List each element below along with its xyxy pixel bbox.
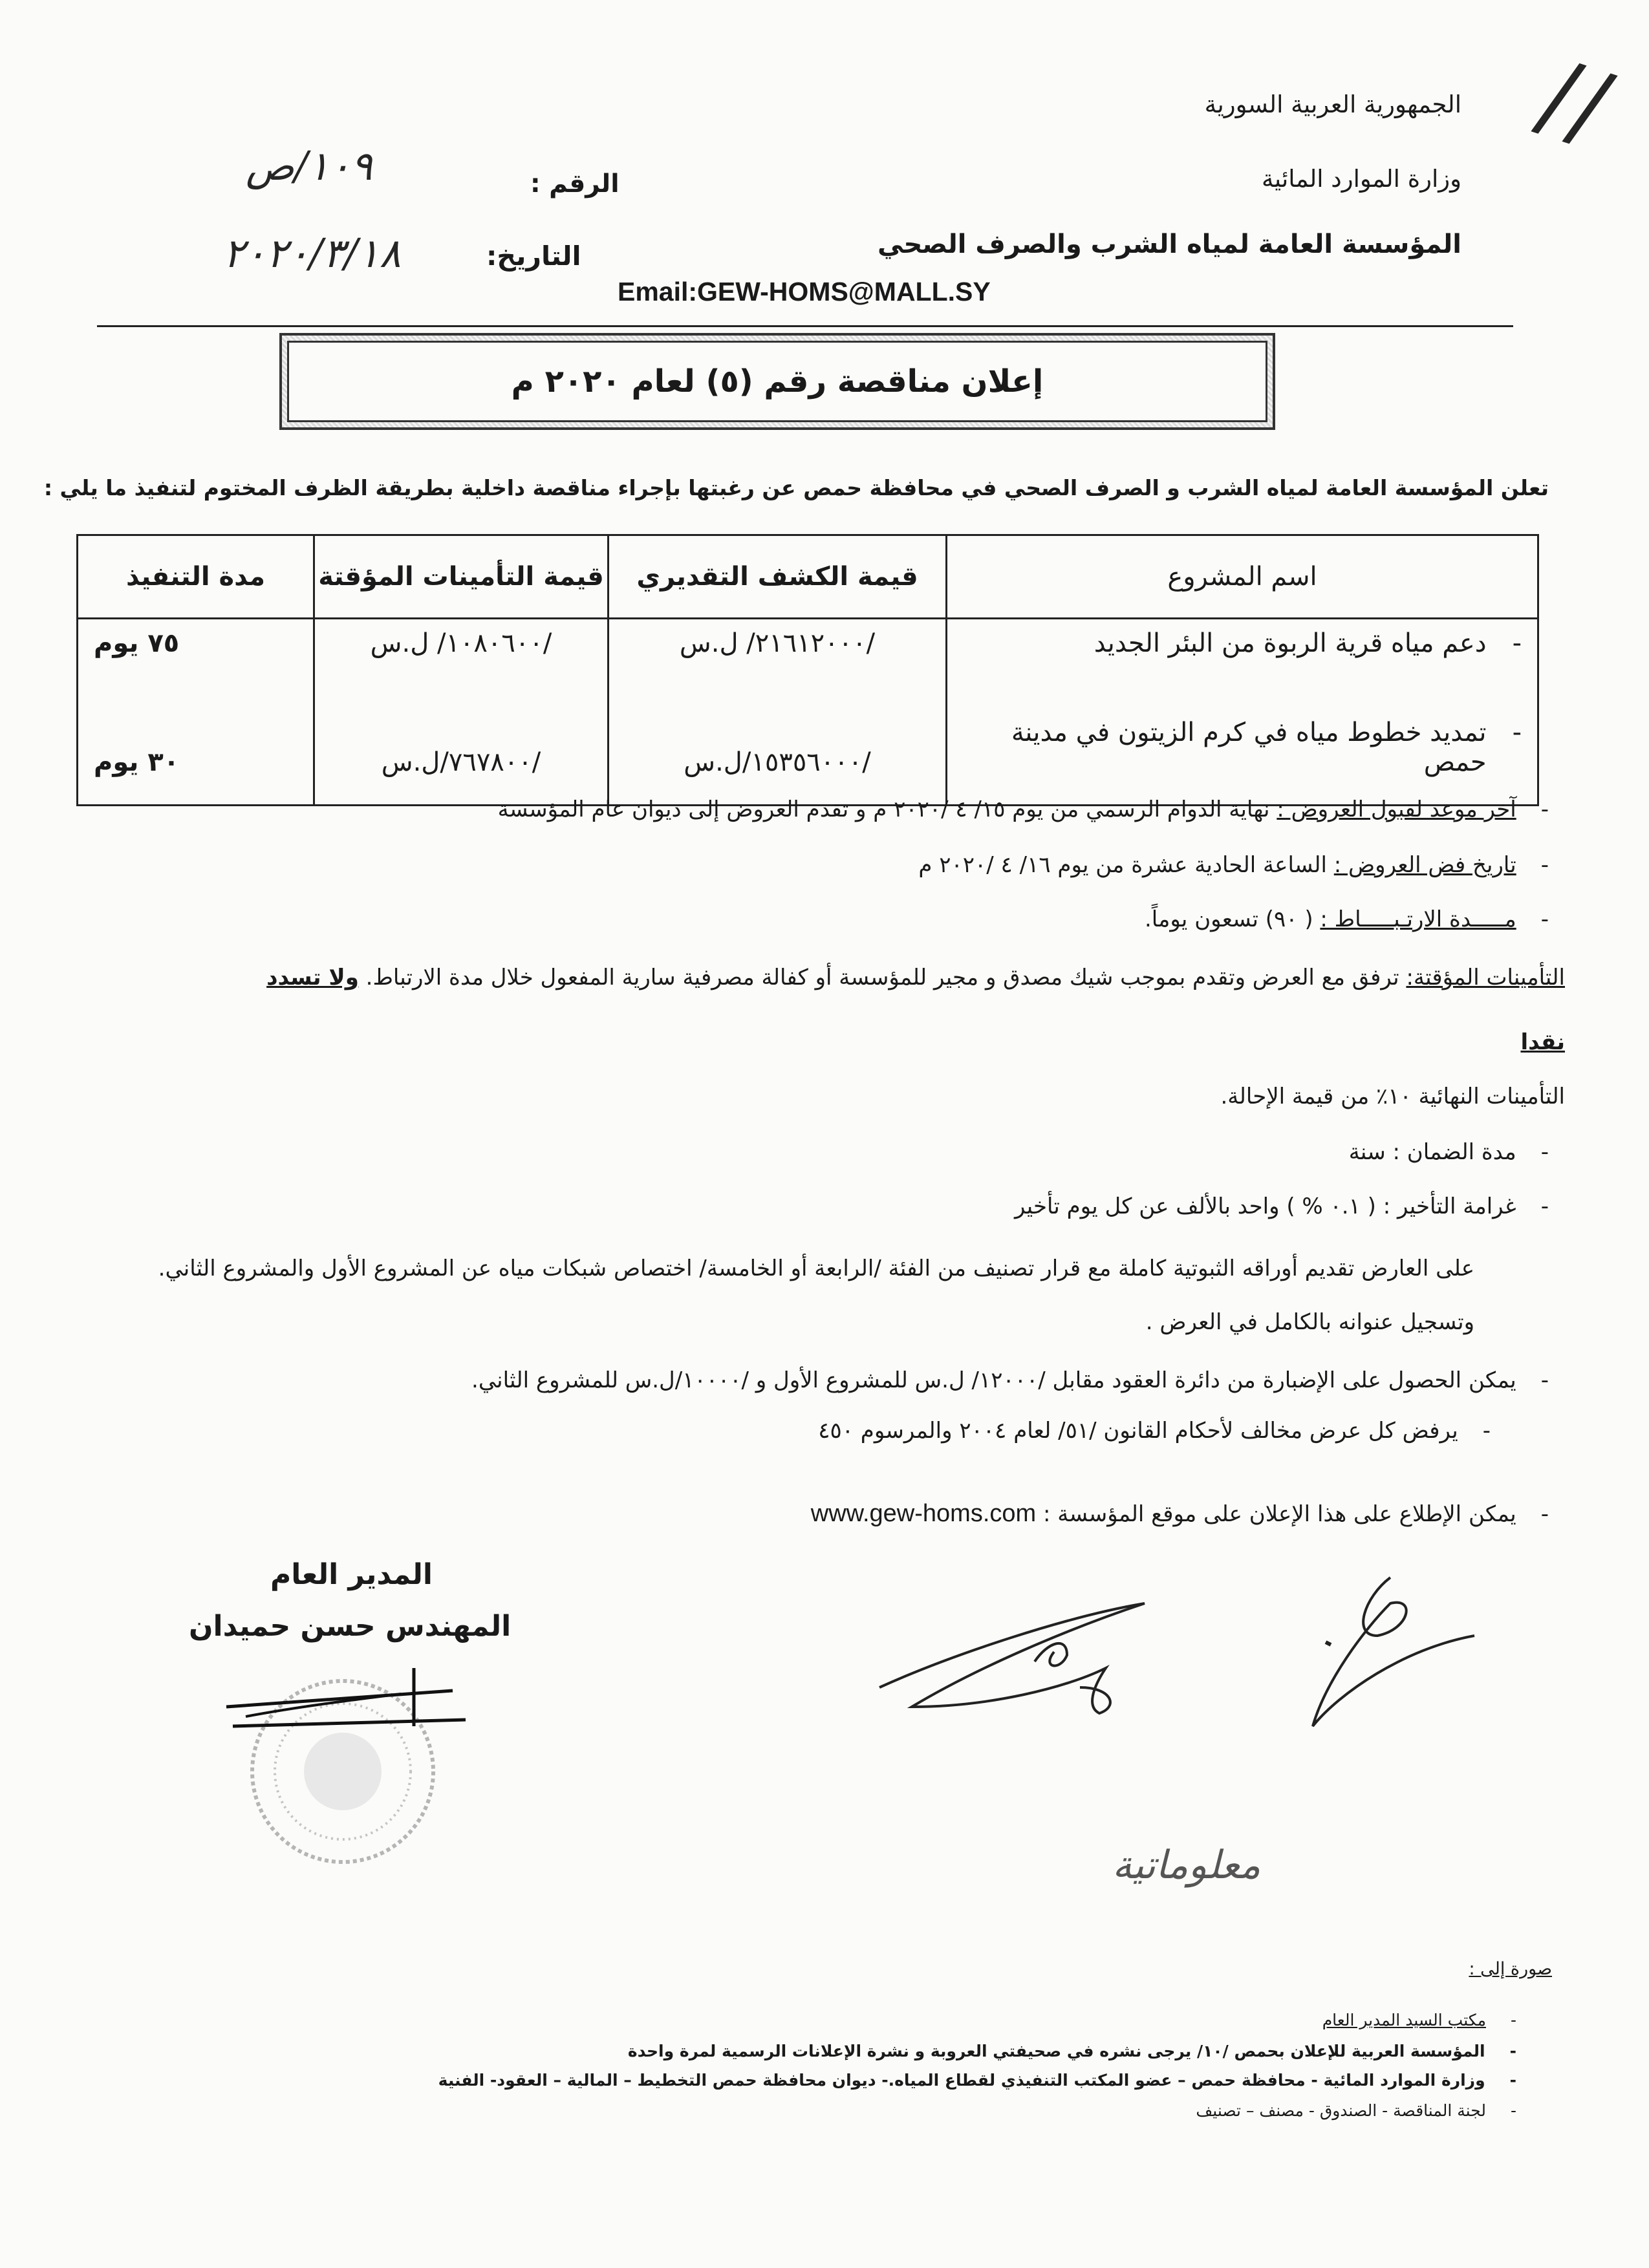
copy-item-4: لجنة المناقصة - الصندوق - مصنف – تصنيف: [1196, 2101, 1486, 2120]
list-item: -لجنة المناقصة - الصندوق - مصنف – تصنيف: [1196, 2101, 1516, 2120]
bidder-docs-line-2: وتسجيل عنوانه بالكامل في العرض .: [1145, 1309, 1474, 1335]
warranty-text: مدة الضمان : سنة: [1348, 1139, 1516, 1165]
estimate-2: /١٥٣٥٦٠٠٠/ل.س: [684, 747, 871, 777]
delay-fine-line: -غرامة التأخير : ( ٠.١ % ) واحد بالألف عن كل يوم تأخير: [1014, 1193, 1549, 1219]
projects-table: [76, 534, 1539, 806]
copy-item-2: المؤسسة العربية للإعلان بحمص /١٠/ يرجى نشره في صحيفتي العروبة و نشرة الإعلانات الرسمية لمرة واحدة: [627, 2042, 1485, 2060]
project-name-2: تمديد خطوط مياه في كرم الزيتون في مدينة حمص: [1011, 718, 1487, 777]
handwritten-date: ٢٠٢٠/٣/١٨: [223, 230, 401, 277]
deadline-line: -آخر موعد لقبول العروض : نهاية الدوام الرسمي من يوم ١٥/ ٤ /٢٠٢٠ م و تقدم العروض إلى ديوان عام المؤسسة: [497, 797, 1549, 822]
project-cell: [947, 619, 1538, 806]
country-name: الجمهورية العربية السورية: [1204, 91, 1461, 118]
email-address: Email:GEW-HOMS@MALL.SY: [618, 277, 991, 306]
header-project-name: اسم المشروع: [947, 535, 1538, 619]
list-item: -وزارة الموارد المائية - محافظة حمص – عضو المكتب التنفيذي لقطاع المياه.- ديوان محافظة حمص التخطيط – المالية – العقود- الفنية: [438, 2071, 1516, 2090]
law-text: يرفض كل عرض مخالف لأحكام القانون /٥١/ لعام ٢٠٠٤ والمرسوم ٤٥٠: [818, 1418, 1458, 1444]
estimate-cell: [609, 619, 947, 806]
ministry-name: وزارة الموارد المائية: [1262, 165, 1461, 193]
header-estimate: قيمة الكشف التقديري: [609, 535, 947, 619]
list-item: -المؤسسة العربية للإعلان بحمص /١٠/ يرجى نشره في صحيفتي العروبة و نشرة الإعلانات الرسمية لمرة واحدة: [627, 2042, 1516, 2060]
handwritten-number: ١٠٩/ص: [246, 142, 372, 189]
signatory-name: المهندس حسن حميدان: [189, 1610, 512, 1643]
copy-item-1: مكتب السيد المدير العام: [1322, 2011, 1486, 2029]
list-item: - تمديد خطوط مياه في كرم الزيتون في مدينة حمص: [963, 718, 1522, 777]
list-item: - دعم مياه قرية الربوة من البئر الجديد: [1094, 628, 1522, 658]
estimate-1: /٢١٦١٢٠٠٠/ ل.س: [679, 628, 876, 658]
announcement-title: إعلان مناقصة رقم (٥) لعام ٢٠٢٠ م: [287, 341, 1267, 422]
binding-text: ( ٩٠) تسعون يوماً.: [1144, 906, 1313, 932]
copies-title: صورة إلى :: [1469, 1959, 1552, 1979]
binding-line: -مـــــدة الارتـبـــــاط : ( ٩٠) تسعون يوماً.: [1144, 906, 1549, 932]
deposit-1: /١٠٨٠٦٠٠/ ل.س: [370, 628, 552, 658]
temp-deposit-text: ترفق مع العرض وتقدم بموجب شيك مصدق و مجير للمؤسسة أو كفالة مصرفية سارية المفعول خلال مدة الارتباط.: [365, 965, 1399, 990]
handwritten-signatures: [873, 1558, 1552, 1784]
intro-paragraph: تعلن المؤسسة العامة لمياه الشرب و الصرف الصحي في محافظة حمص عن رغبتها بإجراء مناقصة داخلية بطريقة الظرف المختوم لتنفيذ ما يلي :: [43, 475, 1549, 500]
website-line: -يمكن الإطلاع على هذا الإعلان على موقع المؤسسة : www.gew-homs.com: [810, 1500, 1549, 1527]
binding-label: مـــــدة الارتـبـــــاط :: [1320, 906, 1516, 932]
copy-item-3: وزارة الموارد المائية - محافظة حمص – عضو المكتب التنفيذي لقطاع المياه.- ديوان محافظة حمص التخطيط – المالية – العقود- الفنية: [438, 2071, 1485, 2090]
warranty-line: -مدة الضمان : سنة: [1348, 1139, 1549, 1165]
official-stamp: [220, 1655, 491, 1875]
website-label: يمكن الإطلاع على هذا الإعلان على موقع المؤسسة :: [1042, 1501, 1516, 1527]
deposit-cell: [314, 619, 609, 806]
header-deposit: قيمة التأمينات المؤقتة: [314, 535, 609, 619]
duration-1: ٧٥ يوم: [94, 628, 180, 658]
project-name-1: دعم مياه قرية الربوة من البئر الجديد: [1094, 628, 1487, 658]
opening-text: الساعة الحادية عشرة من يوم ١٦/ ٤ /٢٠٢٠ م: [918, 852, 1327, 878]
title-box: [279, 333, 1275, 430]
list-item: -مكتب السيد المدير العام: [1322, 2011, 1516, 2029]
final-deposit: التأمينات النهائية ١٠٪ من قيمة الإحالة.: [1220, 1084, 1565, 1109]
delay-fine-text: غرامة التأخير : ( ٠.١ % ) واحد بالألف عن كل يوم تأخير: [1014, 1193, 1516, 1219]
opening-label: تاريخ فض العروض :: [1333, 852, 1516, 878]
table-header-row: [78, 535, 1538, 619]
website-link[interactable]: www.gew-homs.com: [810, 1500, 1037, 1527]
bidder-docs-line-1: على العارض تقديم أوراقه الثبوتية كاملة مع قرار تصنيف من الفئة /الرابعة أو الخامسة/ اختصاص شبكات مياه عن المشروع الأول والمشروع الثاني.: [158, 1256, 1474, 1281]
table-row: [78, 619, 1538, 806]
handwritten-corner-mark: //: [1526, 37, 1624, 166]
duration-cell: [78, 619, 314, 806]
deadline-label: آخر موعد لقبول العروض :: [1277, 797, 1516, 822]
date-label: التاريخ:: [486, 241, 581, 272]
deadline-text: نهاية الدوام الرسمي من يوم ١٥/ ٤ /٢٠٢٠ م و تقدم العروض إلى ديوان عام المؤسسة: [497, 797, 1270, 822]
deposit-2: /٧٦٧٨٠٠/ل.س: [381, 747, 541, 777]
cash-word: نقدا: [1520, 1029, 1565, 1055]
temp-deposit-label: التأمينات المؤقتة:: [1406, 965, 1565, 990]
signatory-role: المدير العام: [270, 1558, 433, 1591]
header-duration: مدة التنفيذ: [78, 535, 314, 619]
duration-2: ٣٠ يوم: [94, 747, 180, 777]
number-label: الرقم :: [530, 169, 620, 198]
header-divider: [97, 325, 1513, 327]
file-price-line: -يمكن الحصول على الإضبارة من دائرة العقود مقابل /١٢٠٠٠/ ل.س للمشروع الأول و /١٠٠٠٠/ل.س للمشروع الثاني.: [471, 1367, 1549, 1393]
establishment-name: المؤسسة العامة لمياه الشرب والصرف الصحي: [877, 230, 1461, 259]
temp-deposit-line: [266, 965, 1565, 990]
law-line: -يرفض كل عرض مخالف لأحكام القانون /٥١/ لعام ٢٠٠٤ والمرسوم ٤٥٠: [818, 1418, 1491, 1444]
not-cash-label: ولا تسدد: [266, 965, 359, 990]
handwritten-note: معلوماتية: [1112, 1843, 1261, 1888]
file-price-text: يمكن الحصول على الإضبارة من دائرة العقود مقابل /١٢٠٠٠/ ل.س للمشروع الأول و /١٠٠٠٠/ل.س للمشروع الثاني.: [471, 1367, 1516, 1393]
opening-line: -تاريخ فض العروض : الساعة الحادية عشرة من يوم ١٦/ ٤ /٢٠٢٠ م: [918, 852, 1549, 878]
